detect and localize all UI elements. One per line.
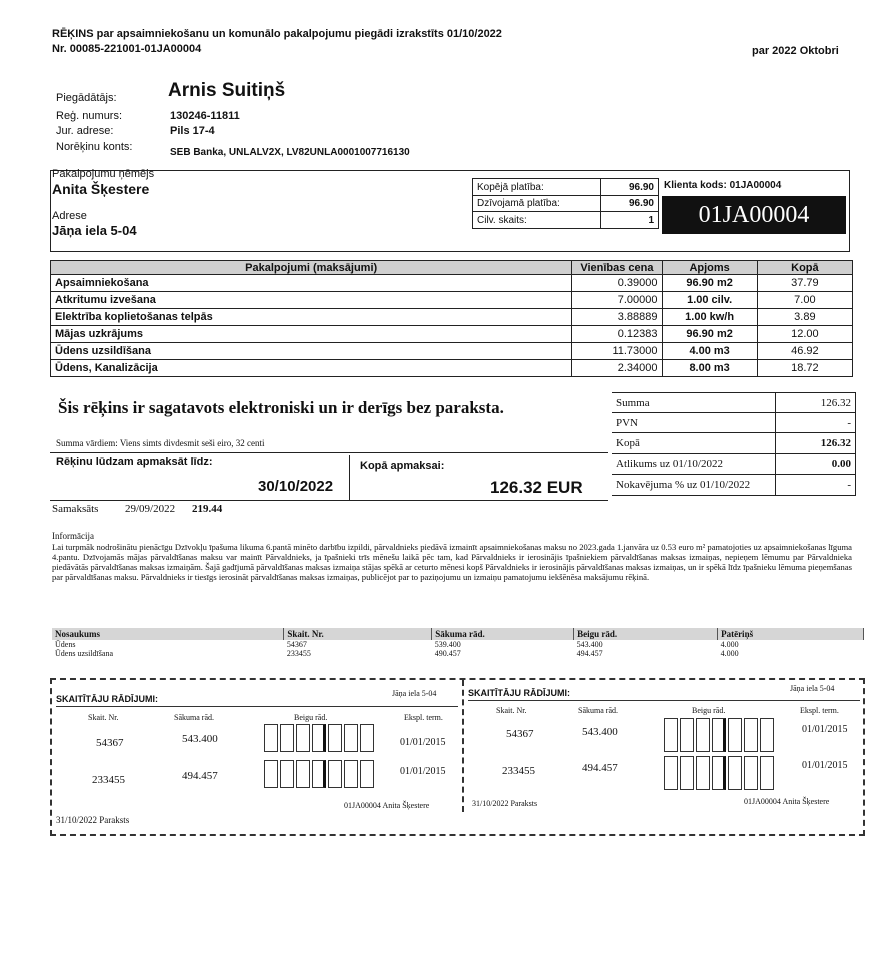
meter-address: Jāņa iela 5-04 [790,684,835,693]
unit-price: 0.39000 [572,275,662,292]
end-reading: 543.400 [576,640,603,649]
meter-number: 54367 [506,728,534,740]
reading-input-boxes[interactable] [264,760,376,793]
summary-label: Nokavējuma % uz 01/10/2022 [612,475,776,496]
meter-number: 233455 [502,765,535,777]
consumption-value: 4.000 [720,649,739,658]
meter-title: SKAITĪTĀJU RĀDĪJUMI: [468,688,571,698]
line-total: 3.89 [757,309,852,326]
meter-name: Ūdens uzsildīšana [55,649,113,658]
consumption-header: Skait. Nr. [284,628,432,640]
meter-header: Sākuma rād. [578,706,618,715]
quantity: 1.00 kw/h [662,309,757,326]
service-name: Mājas uzkrājums [51,326,572,343]
start-reading: 490.457 [434,649,461,658]
service-name: Ūdens, Kanalizācija [51,360,572,377]
end-reading: 494.457 [576,649,603,658]
meter-reading: 543.400 [582,726,618,738]
reading-input-boxes[interactable] [664,718,776,757]
area-table [472,178,659,229]
electronic-notice: Šis rēķins ir sagatavots elektroniski un ir derīgs bez paraksta. [58,398,504,417]
reg-label: Reģ. numurs: [56,110,123,122]
living-area-label: Dzīvojamā platība: [473,196,601,212]
quantity: 96.90 m2 [662,275,757,292]
quantity: 1.00 cilv. [662,292,757,309]
amount-in-words: Summa vārdiem: Viens simts divdesmit seši eiro, 32 centi [56,438,265,448]
meter-reading: 494.457 [182,770,218,782]
reg-number: 130246-11811 [170,110,240,122]
line-total: 46.92 [757,343,852,360]
line-total: 7.00 [757,292,852,309]
living-area-value: 96.90 [601,196,659,212]
persons-label: Cilv. skaits: [473,212,601,229]
date-signature: 31/10/2022 Paraksts [472,799,538,808]
meter-header: Skait. Nr. [88,713,119,722]
service-name: Atkritumu izvešana [51,292,572,309]
persons-value: 1 [601,212,659,229]
service-name: Apsaimniekošana [51,275,572,292]
invoice-period: par 2022 Oktobri [752,45,839,57]
unit-price: 2.34000 [572,360,662,377]
supplier-address: Pils 17-4 [170,125,215,137]
total-pay-amount: 126.32 EUR [490,478,583,497]
address-label: Jur. adrese: [56,125,114,137]
recipient-address: Jāņa iela 5-04 [52,223,137,238]
line-total: 37.79 [757,275,852,292]
meter-reading: 494.457 [582,762,618,774]
meter-header: Sākuma rād. [174,713,214,722]
reading-input-boxes[interactable] [264,724,376,757]
meter-header: Skait. Nr. [496,706,527,715]
meter-name: Ūdens [55,640,76,649]
summary-table [612,392,856,496]
consumption-header: Sākuma rād. [432,628,574,640]
client-code-badge: 01JA00004 [662,196,846,234]
client-signature: 01JA00004 Anita Šķestere [344,801,430,810]
table-row [52,649,864,658]
total-pay-label: Kopā apmaksai: [360,460,445,472]
meter-number: 233455 [92,774,125,786]
quantity: 96.90 m2 [662,326,757,343]
meter-term: 01/01/2015 [400,766,446,777]
quantity: 8.00 m3 [662,360,757,377]
consumption-header: Beigu rād. [574,628,718,640]
service-name: Elektrība koplietošanas telpās [51,309,572,326]
services-table [50,260,853,377]
quantity: 4.00 m3 [662,343,757,360]
total-area-label: Kopējā platība: [473,179,601,196]
meter-header: Ekspl. term. [800,706,839,715]
meter-header: Beigu rād. [294,713,328,722]
recipient-name: Anita Šķestere [52,181,150,197]
service-name: Ūdens uzsildīšana [51,343,572,360]
summary-label: PVN [612,413,776,433]
summary-value: 126.32 [776,393,856,413]
table-row [51,275,853,292]
recipient-label: Pakalpojumu ņēmējs [52,168,155,180]
unit-price: 7.00000 [572,292,662,309]
unit-price-header: Vienības cena [572,261,662,275]
consumption-header: Patēriņš [718,628,864,640]
meter-number: 54367 [96,737,124,749]
meter-term: 01/01/2015 [802,760,848,771]
due-date: 30/10/2022 [258,478,334,495]
summary-label: Summa [612,393,776,413]
paid-label: Samaksāts [52,503,99,515]
supplier-account: SEB Banka, UNLALV2X, LV82UNLA0001007716130 [170,147,410,158]
unit-price: 0.12383 [572,326,662,343]
info-text: Lai turpmāk nodrošinātu pienācīgu Dzīvokļu īpašuma likuma 6.pantā minēto darbību izpildi, pārvaldnieks piedāvā izmainīt apsaimniekošanas maksu no 2023.gada 1.janvāra uz 0.53 euro m² pamatojoties uz apsaimniekošanas līguma 4.pantu. Dzīvojamās mājas pārvaldīšanas maksu var mainīt Pārvaldnieks, ja īpašnieki trīs mēnešu laikā pēc tam, kad Pārvaldnieks ir ierosinājis īpašniekiem pārvaldīšanas maksas izmaiņas, nepieņem lēmumu par Pārvaldnieka piedāvātās pārvaldīšanas maksas izmaiņām. Šajā gadījumā pārvaldīšanas maksas izmaiņa stājas spēkā ar ceturto mēnesi kopš Pārvaldnieks ir ierosinājis pārvaldīšanas maksas izmaiņas, un ir spēkā līdz īpašnieku lēmuma pieņemšanas par pārvaldīšanas maksu. Pārvaldnieks ir tiesīgs ierosināt pārvaldīšanas maksas izmaiņas, publicējot par to paziņojumu un izmaiņu pamatojumu iekšēnēsa maksājumu rēķinā. [52,542,852,582]
summary-value: - [776,475,856,496]
consumption-table [52,628,864,658]
date-signature: 31/10/2022 Paraksts [56,815,130,825]
table-row [51,292,853,309]
table-row [51,309,853,326]
start-reading: 539.400 [434,640,461,649]
info-title: Informācija [52,531,94,541]
meter-title: SKAITĪTĀJU RĀDĪJUMI: [56,694,159,704]
total-area-value: 96.90 [601,179,659,196]
summary-value: 126.32 [776,433,856,454]
table-row [52,640,864,649]
invoice-number: Nr. 00085-221001-01JA00004 [52,43,202,55]
summary-label: Kopā [612,433,776,454]
client-code-label: Klienta kods: 01JA00004 [664,180,782,191]
meter-address: Jāņa iela 5-04 [392,689,437,698]
client-signature: 01JA00004 Anita Šķestere [744,797,830,806]
meter-header: Beigu rād. [692,706,726,715]
paid-amount: 219.44 [192,503,223,515]
supplier-name: Arnis Suitiņš [168,80,286,101]
unit-price: 3.88889 [572,309,662,326]
invoice-title: RĒĶINS par apsaimniekošanu un komunālo pakalpojumu piegādi izrakstīts 01/10/2022 [52,28,502,40]
summary-label: Atlikums uz 01/10/2022 [612,454,776,475]
table-row [51,326,853,343]
line-total: 18.72 [757,360,852,377]
line-total: 12.00 [757,326,852,343]
table-row [51,343,853,360]
quantity-header: Apjoms [662,261,757,275]
recipient-address-label: Adrese [52,210,87,222]
meter-term: 01/01/2015 [400,737,446,748]
meter-number: 54367 [286,640,307,649]
total-header: Kopā [757,261,852,275]
due-label: Rēķinu lūdzam apmaksāt līdz: [56,456,213,468]
meter-number: 233455 [286,649,311,658]
services-header: Pakalpojumi (maksājumi) [51,261,572,275]
account-label: Norēķinu konts: [56,141,133,153]
meter-header: Ekspl. term. [404,713,443,722]
summary-value: - [776,413,856,433]
consumption-value: 4.000 [720,640,739,649]
summary-value: 0.00 [776,454,856,475]
meter-reading: 543.400 [182,733,218,745]
paid-date: 29/09/2022 [125,503,176,515]
reading-input-boxes[interactable] [664,756,776,795]
meter-term: 01/01/2015 [802,724,848,735]
consumption-header: Nosaukums [52,628,284,640]
supplier-label: Piegādātājs: [56,92,117,104]
unit-price: 11.73000 [572,343,662,360]
table-row [51,360,853,377]
